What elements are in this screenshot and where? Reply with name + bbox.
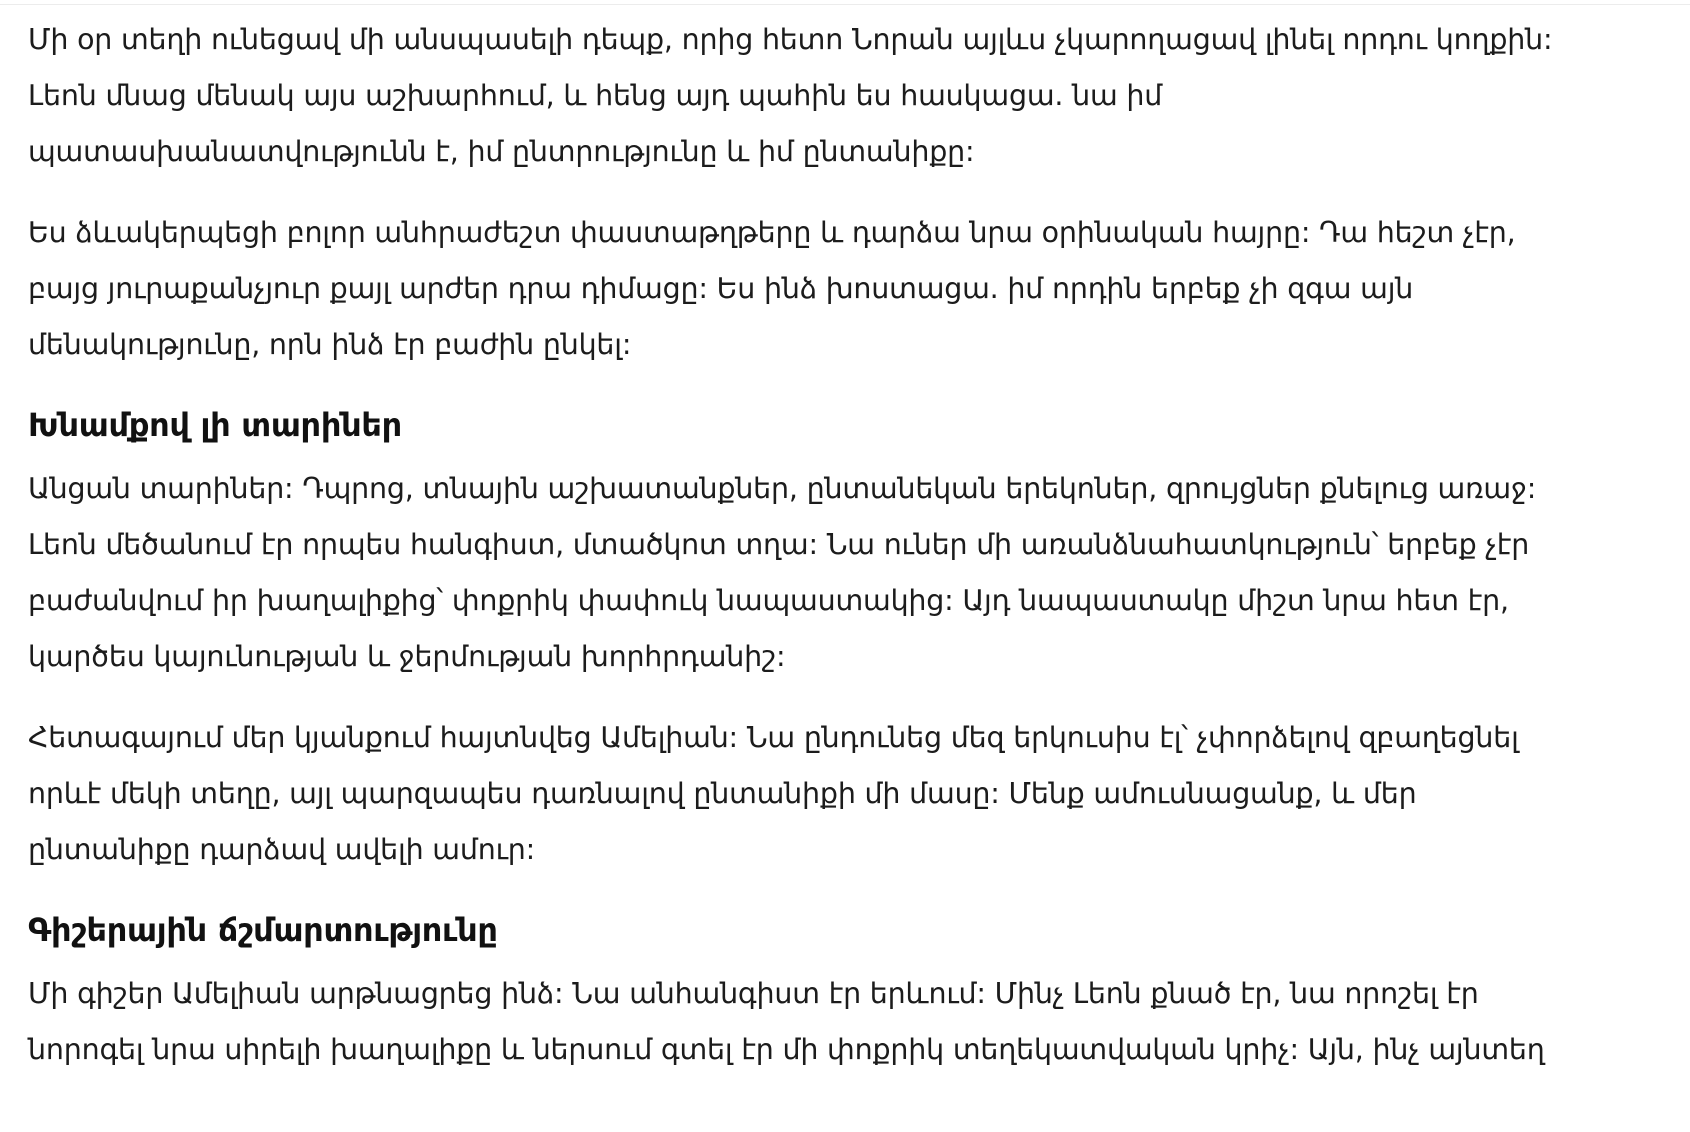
text-line: Ես ձևակերպեցի բոլոր անհրաժեշտ փաստաթղթերը և դարձա նրա օրինական հայրը: Դա հեշտ չէր, (28, 216, 1516, 249)
text-line: բայց յուրաքանչյուր քայլ արժեր դրա դիմացը: Ես ինձ խոստացա. իմ որդին երբեք չի զգա այն (28, 272, 1414, 305)
text-line: պատասխանատվությունն է, իմ ընտրությունը և իմ ընտանիքը: (28, 135, 975, 168)
text-line: Մի գիշեր Ամելիան արթնացրեց ինձ: Նա անհանգիստ էր երևում: Մինչ Լեոն քնած էր, նա որոշել էր (28, 977, 1479, 1010)
text-line: կարծես կայունության և ջերմության խորհրդանիշ: (28, 640, 786, 673)
section-heading: Գիշերային ճշմարտությունը (28, 911, 498, 949)
top-divider (0, 0, 1690, 5)
text-line: նորոգել նրա սիրելի խաղալիքը և ներսում գտել էր մի փոքրիկ տեղեկատվական կրիչ: Այն, ինչ այնտեղ (28, 1033, 1545, 1066)
text-line: ընտանիքը դարձավ ավելի ամուր: (28, 833, 536, 866)
text-line: բաժանվում իր խաղալիքից՝ փոքրիկ փափուկ նապաստակից: Այդ նապաստակը միշտ նրա հետ էր, (28, 584, 1509, 617)
text-line: Լեոն մնաց մենակ այս աշխարհում, և հենց այդ պահին ես հասկացա. նա իմ (28, 79, 1163, 112)
paragraph-3 (28, 461, 1628, 685)
text-line: որևէ մեկի տեղը, այլ պարզապես դառնալով ընտանիքի մի մասը: Մենք ամուսնացանք, և մեր (28, 777, 1417, 810)
article-body (28, 12, 1628, 1078)
text-line: Լեոն մեծանում էր որպես հանգիստ, մտածկոտ տղա: Նա ուներ մի առանձնահատկություն՝ երբեք չէր (28, 528, 1530, 561)
text-line: մենակությունը, որն ինձ էր բաժին ընկել: (28, 328, 632, 361)
text-line: Հետագայում մեր կյանքում հայտնվեց Ամելիան: Նա ընդունեց մեզ երկուսիս էլ՝ չփորձելով զբաղեցնել (28, 721, 1519, 754)
text-line: Մի օր տեղի ունեցավ մի անսպասելի դեպք, որից հետո Նորան այլևս չկարողացավ լինել որդու կողքին: (28, 23, 1553, 56)
paragraph-2 (28, 205, 1628, 373)
paragraph-1 (28, 12, 1628, 180)
section-heading: Խնամքով լի տարիներ (28, 406, 402, 444)
paragraph-4 (28, 710, 1628, 878)
paragraph-5 (28, 966, 1628, 1078)
text-line: Անցան տարիներ: Դպրոց, տնային աշխատանքներ, ընտանեկան երեկոներ, զրույցներ քնելուց առաջ: (28, 472, 1537, 505)
